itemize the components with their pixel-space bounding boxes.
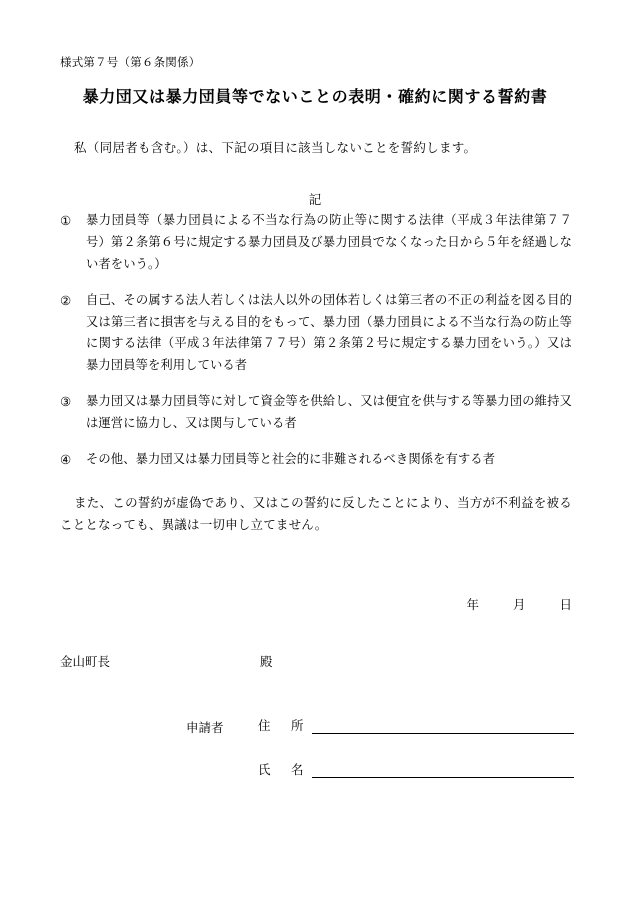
- clause-text: 暴力団又は暴力団員等に対して資金等を供給し、又は便宜を供与する等暴力団の維持又は運営に協力し、又は関与している者: [86, 394, 572, 430]
- name-field-label: 氏 名: [258, 763, 308, 777]
- applicant-block: [186, 716, 576, 804]
- list-item: [60, 210, 572, 276]
- address-field-row: [258, 716, 576, 734]
- address-field-label: 住 所: [258, 719, 308, 733]
- addressee-honorific: 殿: [260, 655, 273, 669]
- addressee-name: 金山町長: [60, 655, 111, 669]
- date-month-label: 月: [512, 598, 526, 612]
- date-year-label: 年: [466, 598, 479, 612]
- clause-number: ③: [60, 395, 72, 410]
- closing-paragraph: また、この誓約が虚偽であり、又はこの誓約に反したことにより、当方が不利益を被ることとなっても、異議は一切申し立てません。: [60, 496, 572, 533]
- clause-text: その他、暴力団又は暴力団員等と社会的に非難されるべき関係を有する者: [86, 451, 496, 466]
- date-line: [0, 595, 630, 613]
- page-title: 暴力団又は暴力団員等でないことの表明・確約に関する誓約書: [82, 89, 548, 106]
- name-field-row: [258, 760, 576, 778]
- clause-number: ④: [60, 452, 72, 467]
- ki-marker: 記: [308, 193, 322, 207]
- clause-text: 暴力団員等（暴力団員による不当な行為の防止等に関する法律（平成３年法律第７７号）第２条第６号に規定する暴力団員及び暴力団員でなくなった日から５年を経過しない者をいう。）: [86, 213, 572, 271]
- addressee: [60, 652, 273, 670]
- list-item: [60, 449, 572, 471]
- clause-number: ①: [60, 214, 72, 228]
- list-item: [60, 290, 572, 378]
- date-day-label: 日: [559, 598, 572, 612]
- form-number: 様式第７号（第６条関係）: [60, 57, 201, 69]
- clause-text: 自己、その属する法人若しくは法人以外の団体若しくは第三者の不正の利益を図る目的又は第三者に損害を与える目的をもって、暴力団（暴力団員による不当な行為の防止等に関する法律（平成３年法律第７７号）第２条第２号に規定する暴力団をいう。）又は暴力団員等を利用している者: [86, 292, 572, 373]
- intro-paragraph: 私（同居者も含む。）は、下記の項目に該当しないことを誓約します。: [74, 141, 477, 155]
- clause-number: ②: [60, 293, 72, 308]
- address-field[interactable]: [312, 719, 574, 734]
- name-field[interactable]: [312, 763, 574, 778]
- applicant-label: 申請者: [186, 721, 224, 735]
- list-item: [60, 391, 572, 435]
- clause-list: [60, 210, 572, 485]
